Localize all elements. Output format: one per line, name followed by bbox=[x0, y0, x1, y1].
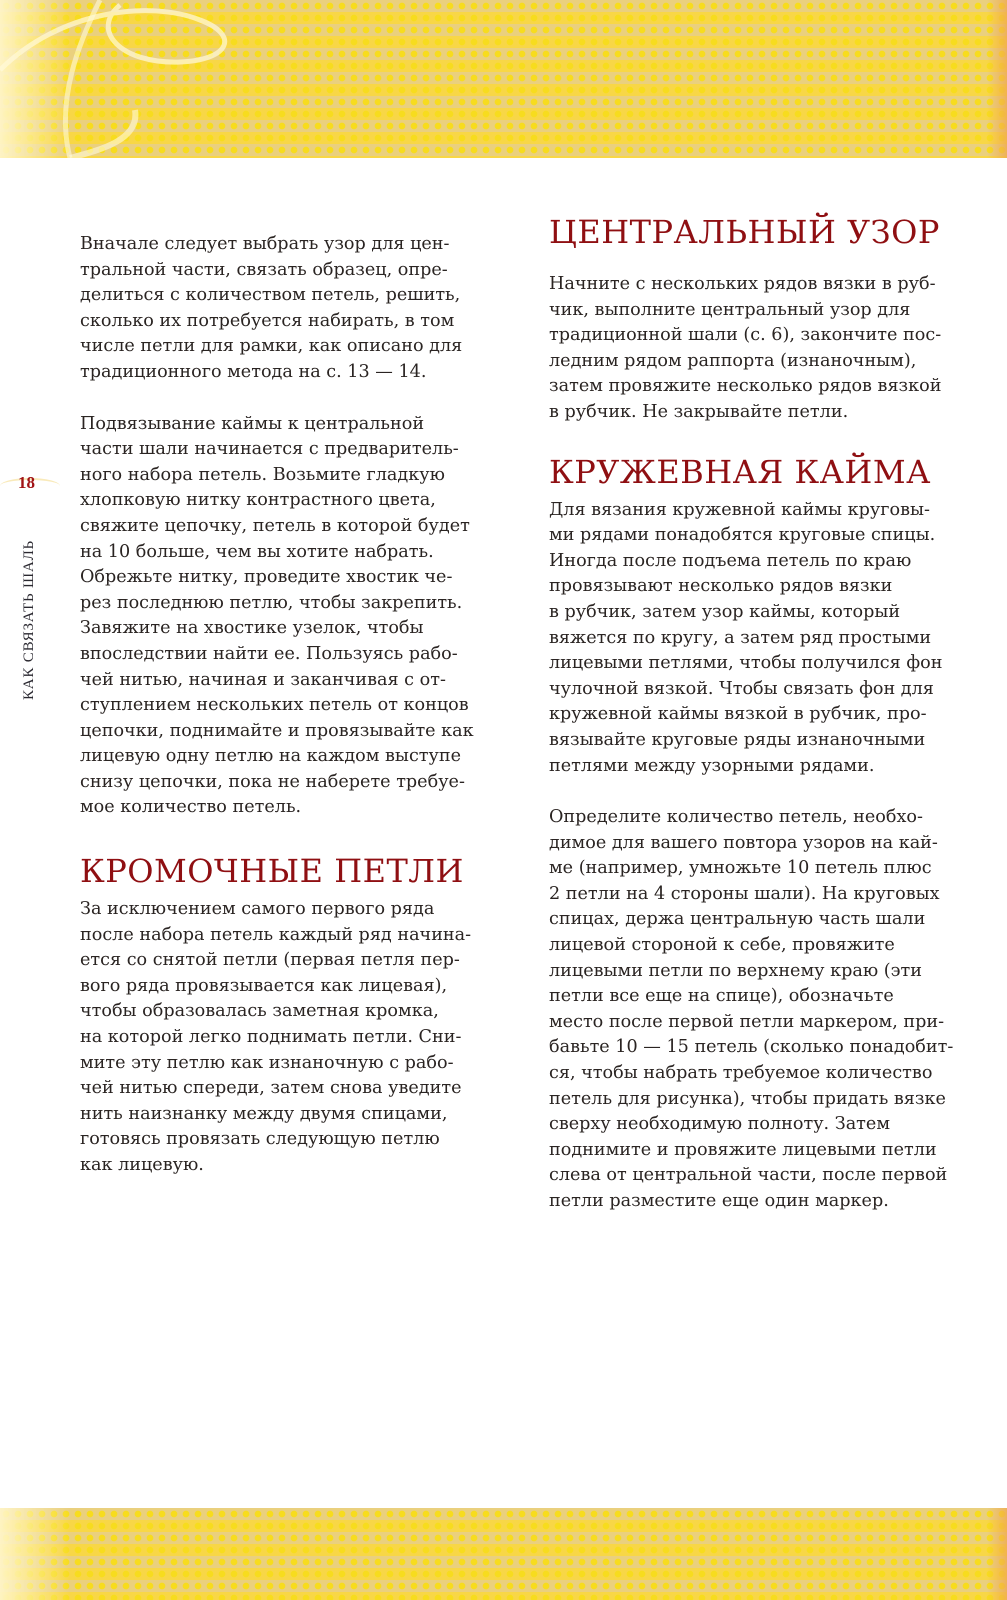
text-line: свяжите цепочку, петель в которой будет bbox=[80, 515, 470, 536]
text-line: хлопковую нитку контрастного цвета, bbox=[80, 490, 436, 511]
section-heading-lace-border: КРУЖЕВНАЯ КАЙМА bbox=[549, 452, 931, 491]
decorative-header-band bbox=[0, 0, 1007, 158]
lace-border-paragraph bbox=[549, 498, 969, 780]
text-line: рез последнюю петлю, чтобы закрепить. bbox=[80, 592, 463, 613]
text-line: Вначале следует выбрать узор для цен- bbox=[80, 234, 450, 254]
decorative-footer-band bbox=[0, 1508, 1007, 1600]
section-heading-center-pattern: ЦЕНТРАЛЬНЫЙ УЗОР bbox=[549, 213, 940, 251]
text-line: мое количество петель. bbox=[80, 797, 302, 818]
text-line: нить наизнанку между двумя спицами, bbox=[80, 1103, 448, 1124]
text-line: ступлением нескольких петель от концов bbox=[80, 695, 469, 716]
text-line: вого ряда провязывается как лицевая), bbox=[80, 975, 448, 996]
text-line: традиционной шали (с. 6), закончите пос- bbox=[549, 325, 942, 346]
stitch-count-paragraph bbox=[549, 805, 969, 1215]
text-line: кружевной каймы вязкой в рубчик, про- bbox=[549, 704, 927, 725]
text-line: ме (например, умножьте 10 петель плюс bbox=[549, 858, 932, 879]
text-line: ледним рядом раппорта (изнаночным), bbox=[549, 350, 917, 371]
text-line: петель для рисунка), чтобы придать вязке bbox=[549, 1088, 946, 1109]
text-line: место после первой петли маркером, при- bbox=[549, 1011, 945, 1032]
text-line: чей нитью спереди, затем снова уведите bbox=[80, 1078, 462, 1099]
running-head: КАК СВЯЗАТЬ ШАЛЬ bbox=[21, 540, 37, 700]
text-line: Завяжите на хвостике узелок, чтобы bbox=[80, 618, 424, 639]
text-line: Подвязывание каймы к центральной bbox=[80, 413, 425, 434]
text-line: петли разместите еще один маркер. bbox=[549, 1191, 889, 1211]
text-line: цепочки, поднимайте и провязывайте как bbox=[80, 720, 474, 741]
text-line: мите эту петлю как изнаночную с рабо- bbox=[80, 1052, 454, 1073]
text-line: димое для вашего повтора узоров на кай- bbox=[549, 832, 938, 853]
text-line: ся, чтобы набрать требуемое количество bbox=[549, 1063, 933, 1084]
text-line: чик, выполните центральный узор для bbox=[549, 299, 911, 320]
text-line: ется со снятой петли (первая петля пер- bbox=[80, 950, 460, 971]
text-line: на 10 больше, чем вы хотите набрать. bbox=[80, 541, 434, 562]
text-line: в рубчик. Не закрывайте петли. bbox=[549, 401, 849, 422]
cast-on-paragraph bbox=[80, 412, 500, 822]
text-line: лицевыми петлями, чтобы получился фон bbox=[549, 653, 943, 674]
left-column bbox=[80, 232, 500, 1179]
text-line: лицевыми петли по верхнему краю (эти bbox=[549, 960, 922, 981]
text-line: ми рядами понадобятся круговые спицы. bbox=[549, 525, 936, 546]
text-line: числе петли для рамки, как описано для bbox=[80, 336, 463, 357]
text-line: в рубчик, затем узор каймы, который bbox=[549, 601, 901, 622]
text-line: делиться с количеством петель, решить, bbox=[80, 285, 461, 306]
text-line: провязывают несколько рядов вязки bbox=[549, 576, 893, 597]
text-line: затем провяжите несколько рядов вязкой bbox=[549, 376, 942, 397]
text-line: петли все еще на спице), обозначьте bbox=[549, 986, 894, 1007]
text-line: лицевую одну петлю на каждом выступе bbox=[80, 746, 462, 767]
intro-paragraph bbox=[80, 232, 500, 386]
text-line: чтобы образовалась заметная кромка, bbox=[80, 1001, 439, 1022]
text-line: петлями между узорными рядами. bbox=[549, 755, 875, 776]
right-column bbox=[549, 212, 969, 1215]
text-line: на которой легко поднимать петли. Сни- bbox=[80, 1027, 462, 1048]
text-line: как лицевую. bbox=[80, 1155, 204, 1175]
text-line: сверху необходимую полноту. Затем bbox=[549, 1114, 891, 1135]
text-line: ного набора петель. Возьмите гладкую bbox=[80, 464, 445, 485]
section-heading-selvage: КРОМОЧНЫЕ ПЕТЛИ bbox=[80, 852, 464, 891]
text-line: За исключением самого первого ряда bbox=[80, 899, 435, 920]
text-line: чулочной вязкой. Чтобы связать фон для bbox=[549, 678, 934, 699]
text-line: после набора петель каждый ряд начина- bbox=[80, 924, 472, 945]
text-line: чей нитью, начиная и заканчивая с от- bbox=[80, 669, 446, 690]
text-line: снизу цепочки, пока не наберете требуе- bbox=[80, 771, 465, 792]
text-line: традиционного метода на с. 13 — 14. bbox=[80, 361, 427, 382]
selvage-paragraph bbox=[80, 897, 500, 1179]
text-line: Иногда после подъема петель по краю bbox=[549, 550, 912, 571]
text-line: 2 петли на 4 стороны шали). На круговых bbox=[549, 883, 940, 904]
text-line: сколько их потребуется набирать, в том bbox=[80, 310, 455, 331]
text-line: Для вязания кружевной каймы круговы- bbox=[549, 499, 930, 520]
text-line: вяжется по кругу, а затем ряд простыми bbox=[549, 627, 932, 648]
page-number: 18 bbox=[18, 473, 35, 492]
text-line: поднимите и провяжите лицевыми петли bbox=[549, 1139, 937, 1160]
center-pattern-paragraph bbox=[549, 272, 969, 426]
swirl-ornament-icon bbox=[0, 0, 300, 158]
text-line: бавьте 10 — 15 петель (сколько понадобит- bbox=[549, 1037, 954, 1058]
text-line: Определите количество петель, необхо- bbox=[549, 807, 923, 828]
text-line: части шали начинается с предваритель- bbox=[80, 439, 459, 460]
text-line: тральной части, связать образец, опре- bbox=[80, 259, 448, 280]
text-line: лицевой стороной к себе, провяжите bbox=[549, 935, 895, 956]
text-line: слева от центральной части, после первой bbox=[549, 1165, 948, 1186]
text-line: спицах, держа центральную часть шали bbox=[549, 909, 926, 930]
text-line: вязывайте круговые ряды изнаночными bbox=[549, 729, 926, 750]
text-line: Начните с нескольких рядов вязки в руб- bbox=[549, 274, 936, 294]
text-line: Обрежьте нитку, проведите хвостик че- bbox=[80, 567, 453, 588]
text-line: впоследствии найти ее. Пользуясь рабо- bbox=[80, 643, 458, 664]
text-line: готовясь провязать следующую петлю bbox=[80, 1129, 440, 1150]
